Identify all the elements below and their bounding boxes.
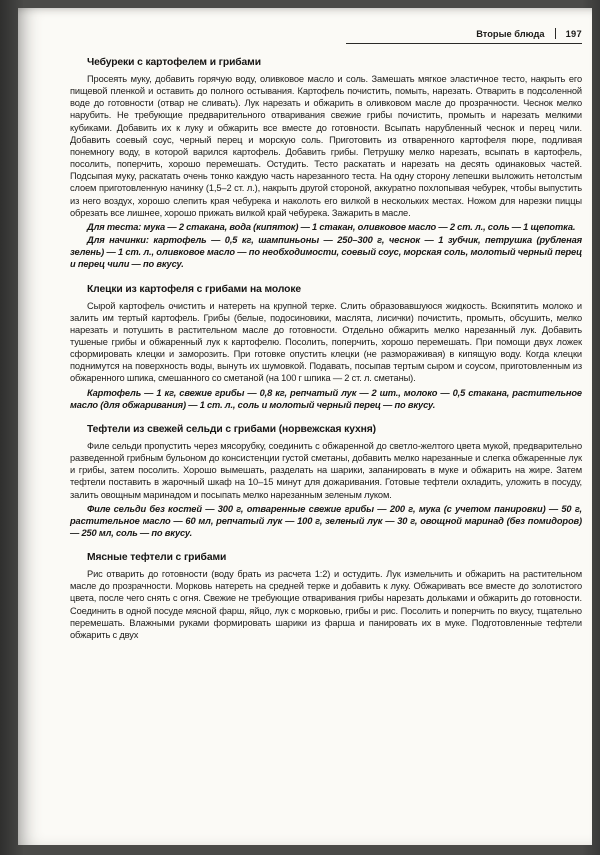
book-page <box>18 8 592 845</box>
recipe-section-chebureki <box>70 57 582 271</box>
recipe-ingredients: Филе сельди без костей — 300 г, отваренные свежие грибы — 200 г, мука (с учетом панировки) — 50 г, растительное масло — 60 мл, репчатый лук — 100 г, зеленый лук — 30 г, овощной маринад (без помидоров) — 250 мл, соль — по вкусу. <box>70 503 582 538</box>
recipe-title: Тефтели из свежей сельди с грибами (норвежская кухня) <box>87 423 376 435</box>
header-separator-rule <box>555 28 556 39</box>
recipe-instructions: Просеять муку, добавить горячую воду, оливковое масло и соль. Замешать мягкое эластичное тесто, накрыть его пищевой пленкой и оставить до полного остывания. Картофель почистить, помыть, нарезать. Отварить в подсоленной воде до готовности (отвар не сливать). Лук нарезать и обжарить в оливковом масле до прозрачности. Чеснок мелко нарубить. Не требующие предварительного отваривания свежие грибы почистить, промыть и нарезать мелкими кубиками. Добавить их к луку и обжарить все вместе до готовности. Всыпать нарубленный чеснок и перец чили. Добавить соевый соус, черный перец и морскую соль. Приготовить из отваренного картофеля пюре, подливая понемногу воду, в которой варился картофель. Добавить грибы. Петрушку мелко нарезать, всыпать в картофель, посолить, поперчить, хорошо перемешать. Остудить. Тесто раскатать и нарезать на десять одинаковых частей. Подсыпая муку, раскатать очень тонко каждую часть нарезанного теста. На одну сторону лепешки выложить нетолстым слоем приготовленную начинку (1,5–2 ст. л.), накрыть другой стороной, аккуратно похлопывая чебурек, чтобы выпустить из него воздух, хорошо слепить края чебурека и наколоть его вилкой в нескольких местах. Ножом для нарезки пиццы обрезать все лишнее, хорошо прижать вилкой край чебурека. Зажарить в масле. <box>70 74 582 218</box>
recipe-section-meat-tefteli <box>70 552 582 641</box>
recipe-instructions: Сырой картофель очистить и натереть на крупной терке. Слить образовавшуюся жидкость. Вскипятить молоко и залить им тертый картофель. Грибы (белые, подосиновики, маслята, лисички) почистить, промыть, обсушить, мелко нарезать и потушить в растительном масле до готовности. Отдельно обжарить мелко нарезанный лук. Добавить тушеные грибы и обжаренный лук к картофелю. Посолить, поперчить, хорошо перемешать. При помощи двух ложек сформировать клецки и заморозить. При готовке опустить клецки (не размораживая) в кипящую воду. Когда клецки поднимутся на поверхность воды, вынуть их шумовкой. Подавать, посыпав тертым сыром и соусом, приготовленным из обжаренного шпика, смешанного со сметаной (на 100 г шпика — 2 ст. л. сметаны). <box>70 300 582 384</box>
recipe-ingredients-filling: Для начинки: картофель — 0,5 кг, шампиньоны — 250–300 г, чеснок — 1 зубчик, петрушка (рубленая зелень) — 1 ст. л., оливковое масло — по необходимости, соевый соус, морская соль, молотый черный перец и перец чили — по вкусу. <box>70 235 582 270</box>
recipe-instructions: Филе сельди пропустить через мясорубку, соединить с обжаренной до светло-желтого цвета мукой, предварительно разведенной грибным бульоном до консистенции густой сметаны, добавить мелко нарезанные и слегка обжаренные лук и грибы, затем посолить. Хорошо вымешать, разделать на шарики, запанировать в муке и обжарить на жире. Затем тефтели поставить в жарочный шкаф на 10–15 минут для дожаривания. Готовые тефтели охладить, уложить в посуду, залить овощным маринадом и посыпать мелко нарезанным зеленым луком. <box>70 440 582 500</box>
page-header <box>346 28 582 44</box>
recipe-title: Мясные тефтели с грибами <box>87 552 227 564</box>
recipe-section-herring-teftели <box>70 424 582 539</box>
recipe-title: Клецки из картофеля с грибами на молоке <box>87 283 302 295</box>
recipe-section-kletski <box>70 284 582 411</box>
recipe-ingredients-dough: Для теста: мука — 2 стакана, вода (кипяток) — 1 стакан, оливковое масло — 2 ст. л., соль — 1 щепотка. <box>87 221 576 232</box>
page-number: 197 <box>565 28 582 39</box>
recipe-title: Чебуреки с картофелем и грибами <box>87 57 261 68</box>
running-head-section: Вторые блюда <box>476 28 545 39</box>
recipe-ingredients: Картофель — 1 кг, свежие грибы — 0,8 кг, репчатый лук — 2 шт., молоко — 0,5 стакана, растительное масло (для обжаривания) — 1 ст. л., соль и молотый черный перец — по вкусу. <box>70 387 582 410</box>
recipe-instructions: Рис отварить до готовности (воду брать из расчета 1:2) и остудить. Лук измельчить и обжарить на растительном масле до прозрачности. Морковь натереть на средней терке и добавить к луку. Обжаривать все вместе до золотистого цвета, после чего снять с огня. Свежие не требующие отваривания грибы нарезать дольками и обжарить до готовности. Соединить в одной посуде мясной фарш, яйцо, лук с морковью, грибы и рис. Посолить и поперчить по вкусу, тщательно перемешать. Влажными руками формировать шарики из фарша и панировать их в муке. Подготовленные тефтели обжарить с двух <box>70 569 582 640</box>
